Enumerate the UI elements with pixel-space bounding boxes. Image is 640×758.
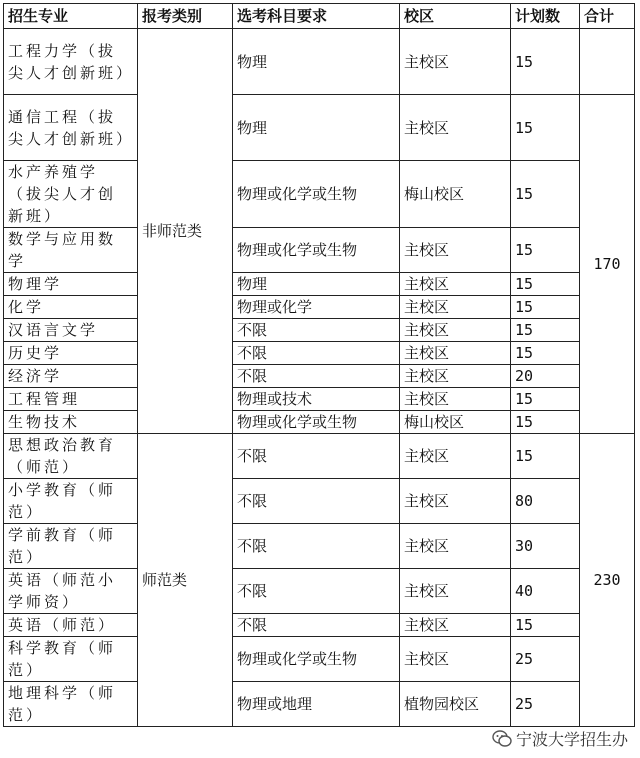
plan-cell: 15	[511, 342, 580, 365]
plan-cell: 15	[511, 161, 580, 228]
campus-cell: 主校区	[400, 569, 511, 614]
subject-cell: 物理或地理	[233, 682, 400, 727]
plan-cell: 15	[511, 29, 580, 95]
table-row	[4, 388, 635, 411]
table-row	[4, 411, 635, 434]
table-row	[4, 682, 635, 727]
table-row	[4, 479, 635, 524]
major-cell: 工程力学（拔尖人才创新班）	[4, 29, 138, 95]
plan-cell: 15	[511, 434, 580, 479]
header-campus: 校区	[400, 4, 511, 29]
plan-cell: 15	[511, 411, 580, 434]
table-row	[4, 273, 635, 296]
table-row	[4, 434, 635, 479]
subject-cell: 物理或技术	[233, 388, 400, 411]
table-row	[4, 95, 635, 161]
subject-cell: 不限	[233, 479, 400, 524]
header-category: 报考类别	[138, 4, 233, 29]
major-cell: 学前教育（师范）	[4, 524, 138, 569]
subject-cell: 物理或化学或生物	[233, 411, 400, 434]
campus-cell: 主校区	[400, 479, 511, 524]
major-cell: 小学教育（师范）	[4, 479, 138, 524]
campus-cell: 主校区	[400, 319, 511, 342]
campus-cell: 主校区	[400, 637, 511, 682]
campus-cell: 主校区	[400, 614, 511, 637]
subject-cell: 不限	[233, 614, 400, 637]
major-cell: 经济学	[4, 365, 138, 388]
campus-cell: 主校区	[400, 365, 511, 388]
campus-cell: 主校区	[400, 296, 511, 319]
plan-cell: 15	[511, 228, 580, 273]
subject-cell: 物理或化学	[233, 296, 400, 319]
campus-cell: 主校区	[400, 95, 511, 161]
enrollment-plan-table	[3, 3, 635, 727]
campus-cell: 主校区	[400, 342, 511, 365]
major-cell: 通信工程（拔尖人才创新班）	[4, 95, 138, 161]
campus-cell: 主校区	[400, 29, 511, 95]
wechat-logo-icon	[492, 729, 512, 749]
header-subject: 选考科目要求	[233, 4, 400, 29]
major-cell: 科学教育（师范）	[4, 637, 138, 682]
total-cell: 230	[580, 434, 635, 727]
watermark	[492, 727, 628, 750]
major-cell: 英语（师范小学师资）	[4, 569, 138, 614]
table-row	[4, 342, 635, 365]
plan-cell: 15	[511, 319, 580, 342]
total-cell: 170	[580, 95, 635, 434]
plan-cell: 15	[511, 614, 580, 637]
major-cell: 工程管理	[4, 388, 138, 411]
table-row	[4, 228, 635, 273]
category-cell: 非师范类	[138, 29, 233, 434]
plan-cell: 40	[511, 569, 580, 614]
plan-cell: 30	[511, 524, 580, 569]
total-cell-empty	[580, 29, 635, 95]
campus-cell: 主校区	[400, 228, 511, 273]
subject-cell: 物理	[233, 95, 400, 161]
table-row	[4, 614, 635, 637]
major-cell: 物理学	[4, 273, 138, 296]
major-cell: 化学	[4, 296, 138, 319]
watermark-text: 宁波大学招生办	[515, 730, 628, 749]
major-cell: 英语（师范）	[4, 614, 138, 637]
campus-cell: 梅山校区	[400, 161, 511, 228]
plan-cell: 15	[511, 273, 580, 296]
subject-cell: 不限	[233, 434, 400, 479]
major-cell: 水产养殖学（拔尖人才创新班）	[4, 161, 138, 228]
category-cell: 师范类	[138, 434, 233, 727]
table-row	[4, 637, 635, 682]
plan-cell: 20	[511, 365, 580, 388]
table-row	[4, 29, 635, 95]
subject-cell: 不限	[233, 569, 400, 614]
table-row	[4, 365, 635, 388]
table-row	[4, 296, 635, 319]
header-row	[4, 4, 635, 29]
subject-cell: 物理或化学或生物	[233, 637, 400, 682]
major-cell: 地理科学（师范）	[4, 682, 138, 727]
campus-cell: 主校区	[400, 524, 511, 569]
header-total: 合计	[580, 4, 635, 29]
subject-cell: 物理	[233, 273, 400, 296]
major-cell: 数学与应用数学	[4, 228, 138, 273]
campus-cell: 植物园校区	[400, 682, 511, 727]
header-major: 招生专业	[4, 4, 138, 29]
plan-cell: 80	[511, 479, 580, 524]
subject-cell: 不限	[233, 342, 400, 365]
plan-cell: 25	[511, 637, 580, 682]
header-plan: 计划数	[511, 4, 580, 29]
plan-cell: 15	[511, 388, 580, 411]
table-row	[4, 319, 635, 342]
table-row	[4, 524, 635, 569]
subject-cell: 物理	[233, 29, 400, 95]
table-row	[4, 569, 635, 614]
major-cell: 生物技术	[4, 411, 138, 434]
major-cell: 思想政治教育（师范）	[4, 434, 138, 479]
plan-cell: 15	[511, 296, 580, 319]
subject-cell: 不限	[233, 365, 400, 388]
campus-cell: 梅山校区	[400, 411, 511, 434]
campus-cell: 主校区	[400, 273, 511, 296]
major-cell: 汉语言文学	[4, 319, 138, 342]
plan-cell: 25	[511, 682, 580, 727]
campus-cell: 主校区	[400, 388, 511, 411]
subject-cell: 物理或化学或生物	[233, 161, 400, 228]
plan-cell: 15	[511, 95, 580, 161]
table-row	[4, 161, 635, 228]
subject-cell: 不限	[233, 319, 400, 342]
campus-cell: 主校区	[400, 434, 511, 479]
subject-cell: 物理或化学或生物	[233, 228, 400, 273]
major-cell: 历史学	[4, 342, 138, 365]
subject-cell: 不限	[233, 524, 400, 569]
